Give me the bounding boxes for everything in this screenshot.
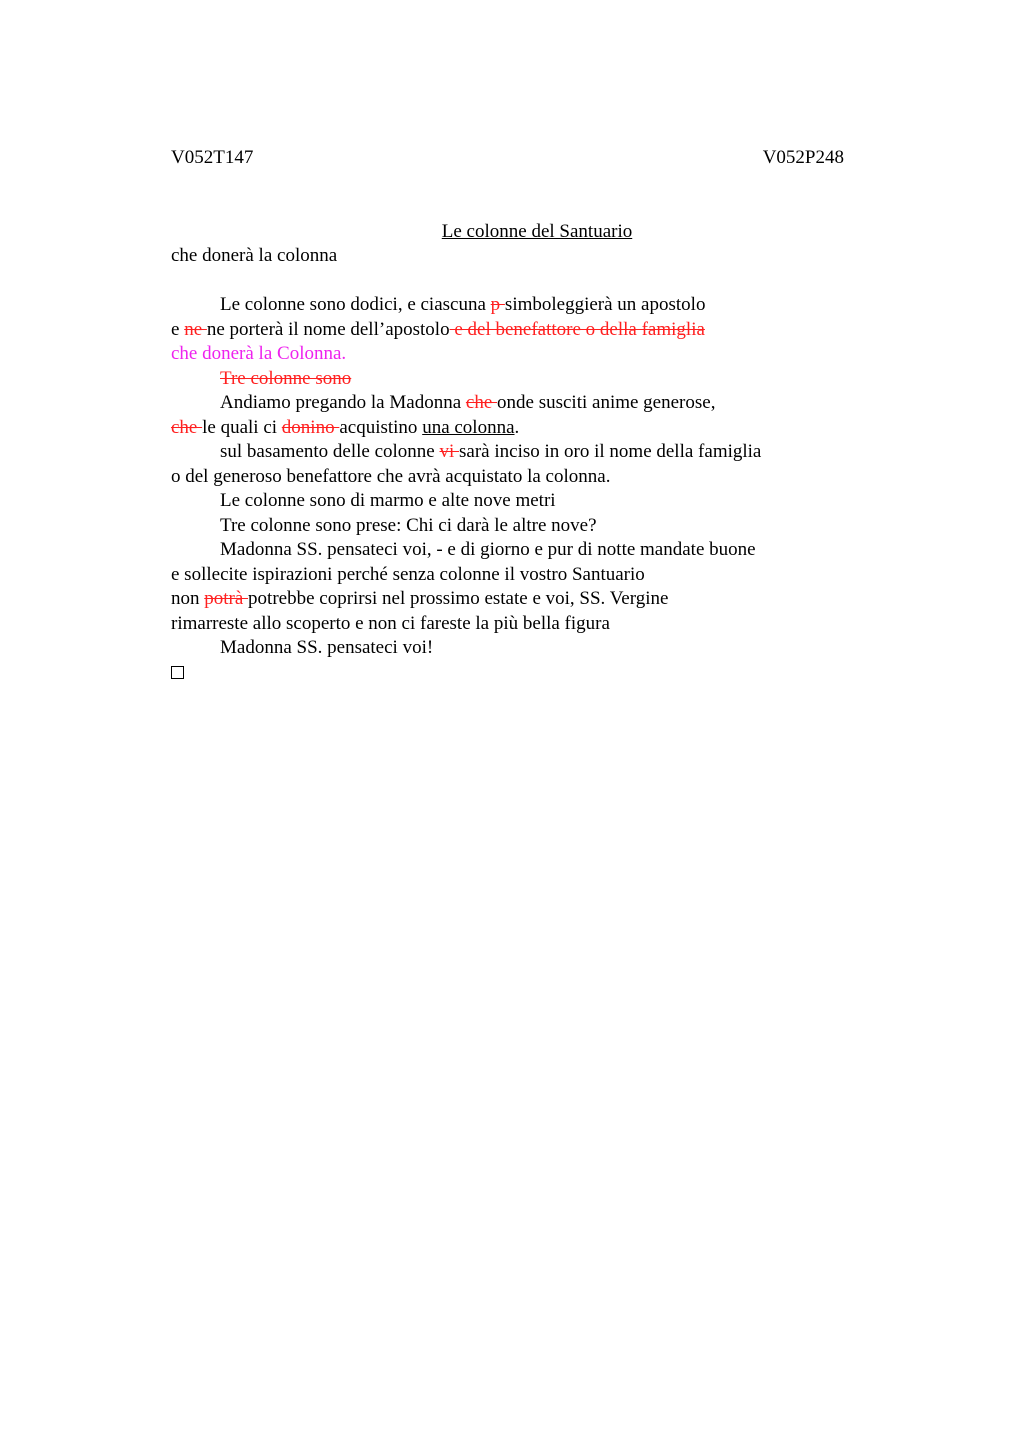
- document-body: [171, 244, 861, 685]
- text-span: Le colonne sono dodici, e ciascuna: [220, 294, 491, 315]
- paragraph-8: Madonna SS. pensateci voi!: [220, 637, 434, 658]
- empty-square-icon: [171, 666, 184, 679]
- paragraph-7-line-3: [171, 587, 861, 612]
- paragraph-2-line-1: [171, 367, 861, 392]
- paragraph-1-line-2: [171, 318, 861, 343]
- paragraph-4-line-1: [171, 440, 861, 465]
- text-span: sul basamento delle colonne: [220, 441, 440, 462]
- deleted-text: p: [490, 294, 505, 315]
- document-code-right: V052P248: [762, 147, 844, 168]
- text-span: potrebbe coprirsi nel prossimo estate e voi, SS. Vergine: [248, 588, 669, 609]
- document-code-left: V052T147: [171, 147, 254, 168]
- paragraph-3-line-1: [171, 391, 861, 416]
- text-span: .: [514, 416, 520, 438]
- end-mark: [171, 661, 861, 686]
- document-title: Le colonne del Santuario: [441, 221, 633, 242]
- deleted-text: vi: [439, 441, 460, 462]
- blank-line: [171, 269, 861, 294]
- added-text-line: che donerà la Colonna.: [171, 343, 347, 364]
- text-span: onde susciti anime generose,: [497, 392, 716, 413]
- deleted-text: ne: [184, 318, 207, 340]
- deleted-text: che: [171, 416, 203, 438]
- underlined-text: una colonna: [422, 416, 515, 438]
- text-span: Andiamo pregando la Madonna: [220, 392, 466, 413]
- deleted-text: Tre colonne sono: [220, 367, 352, 389]
- text-span: acquistino: [339, 416, 423, 438]
- deleted-text: che: [465, 392, 498, 413]
- paragraph-6: Tre colonne sono prese: Chi ci darà le altre nove?: [220, 514, 597, 536]
- paragraph-7-line-2: e sollecite ispirazioni perché senza colonne il vostro Santuario: [171, 563, 645, 585]
- margin-note: che donerà la colonna: [171, 245, 338, 266]
- paragraph-1-line-1: [171, 293, 861, 318]
- deleted-text: e del benefattore o della famiglia: [449, 318, 705, 340]
- text-span: simboleggierà un apostolo: [504, 294, 706, 315]
- text-span: ne porterà il nome dell’apostolo: [206, 318, 450, 340]
- paragraph-3-line-2: [171, 416, 861, 441]
- paragraph-5: Le colonne sono di marmo e alte nove metri: [220, 490, 556, 511]
- text-span: e: [171, 318, 185, 340]
- paragraph-7-line-4: rimarreste allo scoperto e non ci fareste la più bella figura: [171, 612, 610, 634]
- deleted-text: donino: [281, 416, 340, 438]
- text-span: non: [171, 588, 205, 609]
- text-span: le quali ci: [202, 416, 282, 438]
- text-span: sarà inciso in oro il nome della famiglia: [459, 441, 762, 462]
- paragraph-4-line-2: o del generoso benefattore che avrà acquistato la colonna.: [171, 465, 611, 487]
- paragraph-7-line-1: Madonna SS. pensateci voi, - e di giorno e pur di notte mandate buone: [220, 539, 756, 560]
- deleted-text: potrà: [204, 588, 249, 609]
